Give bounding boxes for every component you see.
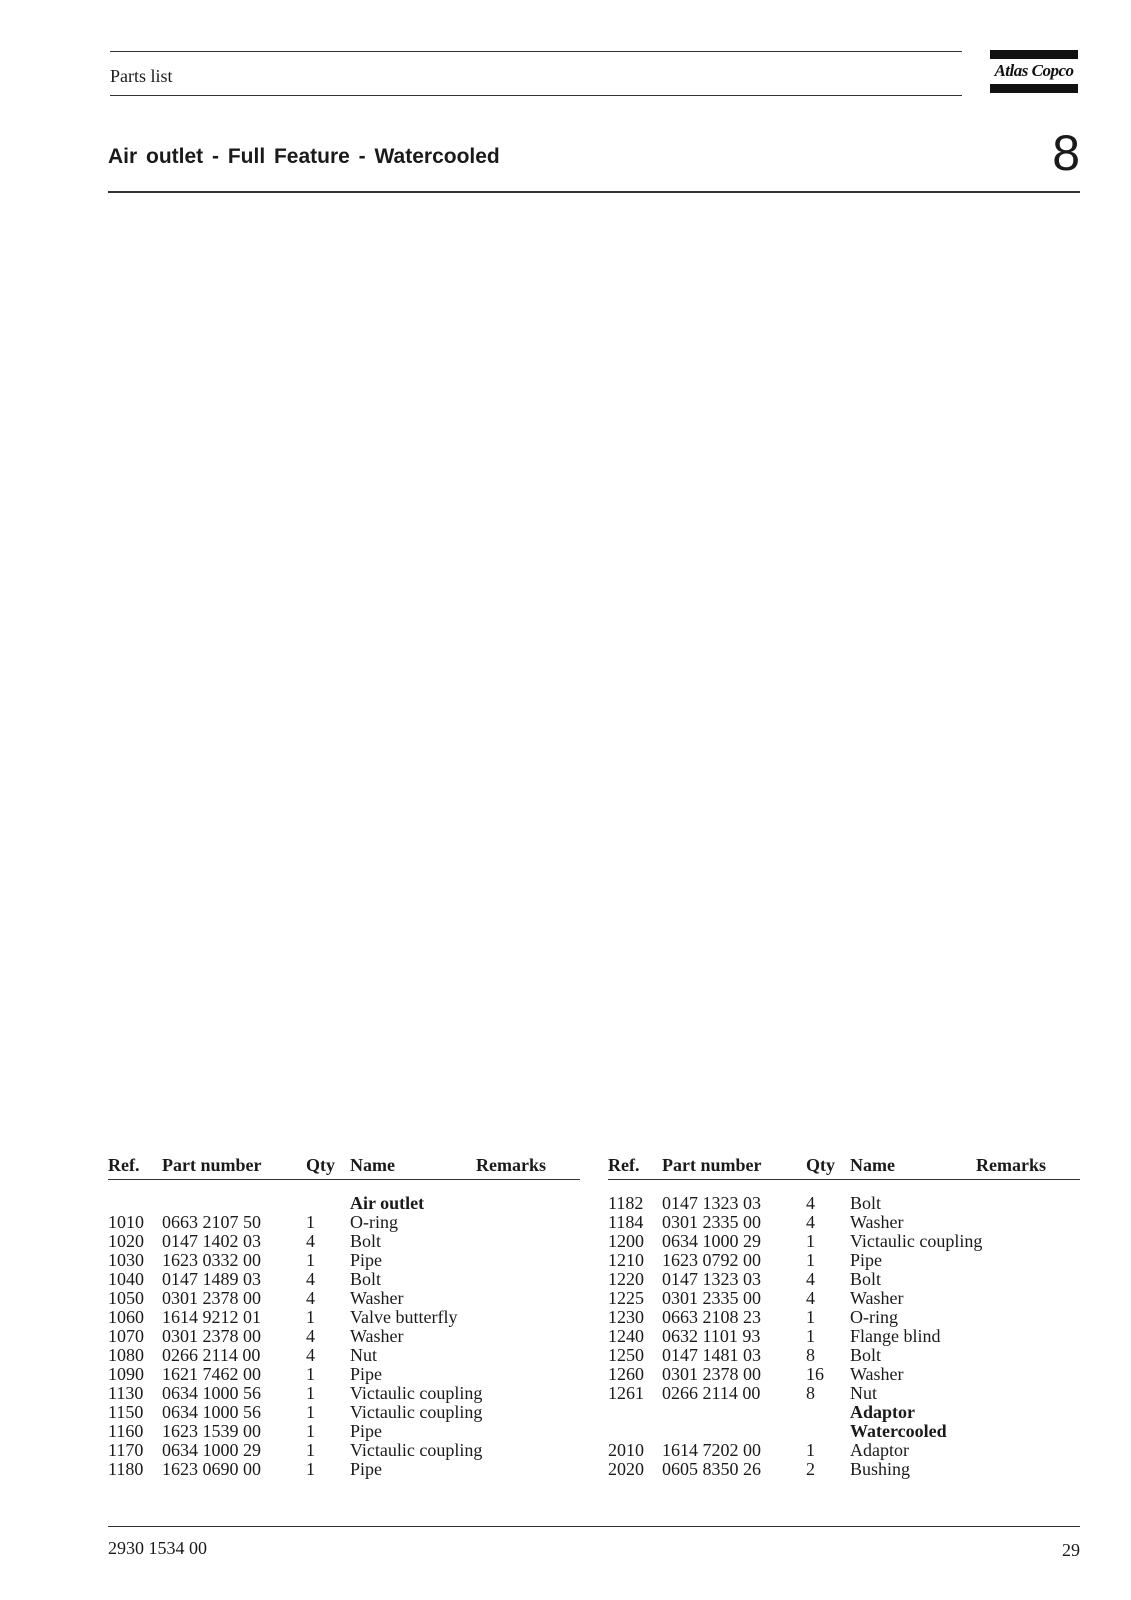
table-row [608,1441,1080,1460]
cell-part-number: 0634 1000 56 [162,1402,261,1422]
cell-qty: 1 [806,1307,815,1327]
cell-qty: 4 [806,1193,815,1213]
cell-qty: 1 [306,1421,315,1441]
cell-part-number: 0634 1000 56 [162,1383,261,1403]
table-row [608,1308,1080,1327]
cell-name: Bolt [850,1193,882,1213]
table-row [608,1194,1080,1213]
table-body [108,1194,580,1479]
cell-name: Adaptor [850,1440,909,1460]
footer-rule [108,1526,1080,1527]
cell-part-number: 1623 0690 00 [162,1459,261,1479]
cell-ref: 1170 [108,1440,144,1460]
cell-ref: 1182 [608,1193,644,1213]
cell-name: Victaulic coupling [350,1440,483,1460]
cell-ref: 1230 [608,1307,644,1327]
cell-qty: 4 [806,1288,815,1308]
table-row [108,1213,580,1232]
chapter-number: 8 [1052,125,1080,181]
cell-ref: 1261 [608,1383,644,1403]
table-header [108,1155,580,1180]
cell-qty: 4 [306,1288,315,1308]
column-header-qty: Qty [806,1155,835,1175]
parts-table-left [108,1155,580,1479]
cell-ref: 1040 [108,1269,144,1289]
table-row [108,1403,580,1422]
table-row [608,1365,1080,1384]
table-row [608,1289,1080,1308]
header-bottom-rule [110,95,962,96]
cell-name: Watercooled [850,1421,947,1441]
cell-name: Nut [350,1345,377,1365]
cell-part-number: 0632 1101 93 [662,1326,761,1346]
cell-ref: 1160 [108,1421,144,1441]
cell-ref: 1080 [108,1345,144,1365]
cell-ref: 1020 [108,1231,144,1251]
table-row [108,1384,580,1403]
cell-qty: 1 [806,1250,815,1270]
cell-name: Pipe [850,1250,883,1270]
cell-name: Bolt [350,1231,382,1251]
cell-name: Victaulic coupling [350,1383,483,1403]
cell-qty: 1 [306,1364,315,1384]
table-row [108,1289,580,1308]
header-top-rule [110,51,962,52]
cell-name: Pipe [350,1364,383,1384]
cell-qty: 1 [306,1250,315,1270]
column-header-remarks: Remarks [976,1155,1046,1175]
table-row [608,1270,1080,1289]
cell-part-number: 0147 1489 03 [162,1269,261,1289]
table-row [108,1327,580,1346]
cell-qty: 4 [306,1326,315,1346]
cell-ref: 1070 [108,1326,144,1346]
cell-part-number: 1614 7202 00 [662,1440,761,1460]
cell-ref: 2020 [608,1459,644,1479]
cell-part-number: 0301 2378 00 [662,1364,761,1384]
logo-top-bar [990,50,1078,59]
cell-qty: 1 [806,1440,815,1460]
cell-name: Washer [850,1364,904,1384]
cell-ref: 1250 [608,1345,644,1365]
cell-part-number: 0266 2114 00 [662,1383,761,1403]
cell-qty: 1 [806,1231,815,1251]
cell-part-number: 1623 0332 00 [162,1250,261,1270]
cell-qty: 1 [806,1326,815,1346]
table-row [108,1460,580,1479]
cell-part-number: 0634 1000 29 [662,1231,761,1251]
running-head: Parts list [110,66,173,86]
logo-bottom-bar [990,84,1078,93]
cell-name: Nut [850,1383,877,1403]
cell-name: Bushing [850,1459,911,1479]
cell-name: Adaptor [850,1402,916,1422]
page-number: 29 [1062,1540,1080,1560]
cell-part-number: 0605 8350 26 [662,1459,761,1479]
table-row [108,1251,580,1270]
cell-ref: 1200 [608,1231,644,1251]
cell-ref: 1260 [608,1364,644,1384]
cell-part-number: 1623 0792 00 [662,1250,761,1270]
cell-qty: 8 [806,1383,815,1403]
cell-part-number: 0634 1000 29 [162,1440,261,1460]
table-row [608,1384,1080,1403]
cell-ref: 1210 [608,1250,644,1270]
cell-name: Bolt [350,1269,382,1289]
cell-qty: 1 [306,1402,315,1422]
cell-ref: 1225 [608,1288,644,1308]
cell-part-number: 1623 1539 00 [162,1421,261,1441]
document-number: 2930 1534 00 [108,1538,207,1558]
cell-qty: 1 [306,1459,315,1479]
cell-qty: 4 [806,1212,815,1232]
cell-qty: 1 [306,1440,315,1460]
cell-ref: 1010 [108,1212,144,1232]
cell-name: Victaulic coupling [350,1402,483,1422]
cell-part-number: 0663 2107 50 [162,1212,261,1232]
cell-qty: 4 [306,1269,315,1289]
cell-part-number: 0147 1323 03 [662,1193,761,1213]
cell-qty: 4 [306,1231,315,1251]
cell-ref: 1050 [108,1288,144,1308]
cell-part-number: 0147 1481 03 [662,1345,761,1365]
cell-ref: 1060 [108,1307,144,1327]
group-heading-row [608,1403,1080,1422]
column-header-name: Name [350,1155,395,1175]
cell-name: O-ring [350,1212,398,1232]
table-row [108,1441,580,1460]
cell-part-number: 0301 2335 00 [662,1212,761,1232]
table-body [608,1194,1080,1479]
table-header [608,1155,1080,1180]
cell-ref: 1240 [608,1326,644,1346]
group-heading-row [108,1194,580,1213]
column-header-qty: Qty [306,1155,335,1175]
section-title: Air outlet - Full Feature - Watercooled [108,145,500,168]
cell-qty: 1 [306,1383,315,1403]
cell-part-number: 0663 2108 23 [662,1307,761,1327]
cell-part-number: 0147 1402 03 [162,1231,261,1251]
cell-name: Bolt [850,1269,882,1289]
column-header-name: Name [850,1155,895,1175]
title-rule [108,191,1080,193]
cell-name: Flange blind [850,1326,941,1346]
cell-name: Air outlet [350,1193,425,1213]
cell-qty: 2 [806,1459,815,1479]
cell-ref: 1030 [108,1250,144,1270]
table-row [608,1232,1080,1251]
cell-part-number: 1621 7462 00 [162,1364,261,1384]
cell-ref: 1184 [608,1212,644,1232]
cell-name: Valve butterfly [350,1307,458,1327]
cell-ref: 1220 [608,1269,644,1289]
cell-qty: 16 [806,1364,824,1384]
cell-ref: 1090 [108,1364,144,1384]
cell-ref: 1130 [108,1383,144,1403]
cell-part-number: 0301 2378 00 [162,1288,261,1308]
atlas-copco-logo [990,50,1078,94]
table-row [608,1327,1080,1346]
cell-qty: 1 [306,1212,315,1232]
table-row [608,1346,1080,1365]
cell-name: Bolt [850,1345,882,1365]
column-header-ref: Ref. [108,1155,140,1175]
cell-qty: 4 [806,1269,815,1289]
table-row [608,1460,1080,1479]
column-header-part-number: Part number [662,1155,762,1175]
logo-wordmark: Atlas Copco [994,61,1074,80]
cell-ref: 2010 [608,1440,644,1460]
cell-part-number: 1614 9212 01 [162,1307,261,1327]
cell-qty: 8 [806,1345,815,1365]
column-header-ref: Ref. [608,1155,640,1175]
cell-qty: 1 [306,1307,315,1327]
parts-table-right [608,1155,1080,1479]
table-row [108,1232,580,1251]
cell-part-number: 0266 2114 00 [162,1345,261,1365]
cell-name: Pipe [350,1250,383,1270]
table-row [108,1422,580,1441]
cell-qty: 4 [306,1345,315,1365]
table-row [108,1270,580,1289]
cell-name: Washer [850,1288,904,1308]
table-row [108,1365,580,1384]
cell-name: Victaulic coupling [850,1231,983,1251]
cell-name: Washer [850,1212,904,1232]
cell-ref: 1150 [108,1402,144,1422]
cell-name: O-ring [850,1307,898,1327]
cell-name: Pipe [350,1459,383,1479]
table-row [108,1308,580,1327]
cell-ref: 1180 [108,1459,144,1479]
cell-part-number: 0147 1323 03 [662,1269,761,1289]
table-row [608,1251,1080,1270]
table-row [608,1213,1080,1232]
group-heading-row [608,1422,1080,1441]
cell-name: Washer [350,1326,404,1346]
cell-name: Washer [350,1288,404,1308]
cell-name: Pipe [350,1421,383,1441]
table-row [108,1346,580,1365]
cell-part-number: 0301 2335 00 [662,1288,761,1308]
column-header-remarks: Remarks [476,1155,546,1175]
column-header-part-number: Part number [162,1155,262,1175]
cell-part-number: 0301 2378 00 [162,1326,261,1346]
